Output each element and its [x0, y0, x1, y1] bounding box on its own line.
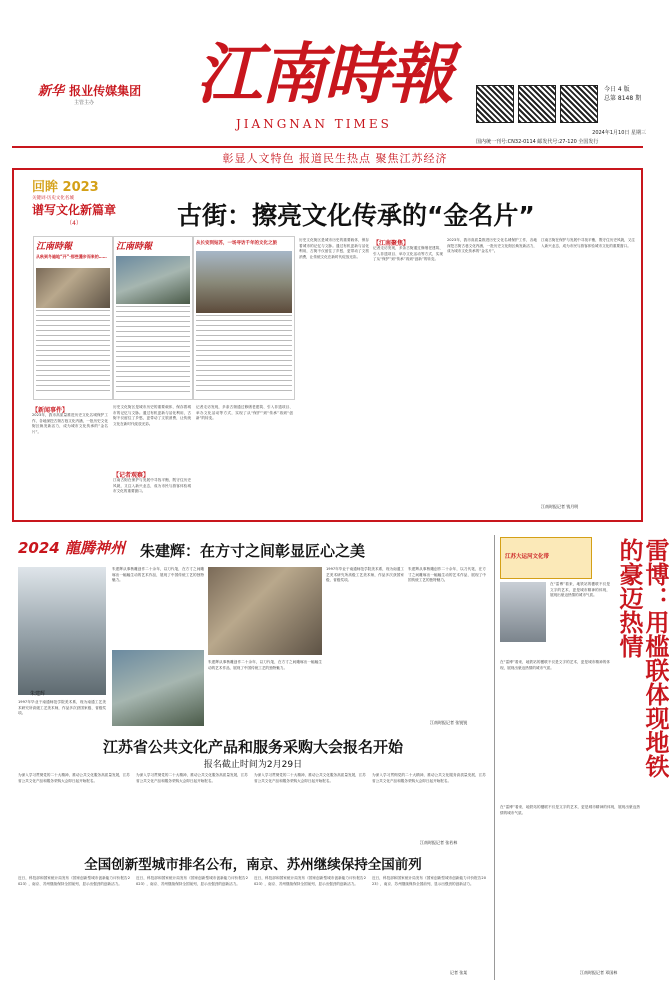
section-note: 【记者观察】	[113, 472, 150, 479]
newspaper-thumbnail	[113, 236, 193, 400]
procurement-para: 为深入学习贯彻党的二十大精神，推动公共文化服务高质量发展，江苏省公共文化产品和服务采购大会即日起开始报名。	[372, 773, 486, 783]
thumb-title: 江南時報	[116, 242, 153, 252]
slogan: 彰显人文特色 报道民生热点 聚焦江苏经济	[222, 152, 448, 165]
thunder-byline: 江南时报记者 邓国林	[580, 970, 618, 975]
zhu-artwork-photo	[112, 650, 204, 726]
zhu-artwork-photo	[208, 567, 322, 655]
procurement-para: 为深入学习贯彻党的二十大精神，推动公共文化服务高质量发展，江苏省公共文化产品和服务采购大会即日起开始报名。	[136, 773, 248, 783]
zhu-caption-name: 朱建辉	[30, 691, 46, 697]
zhu-para: 1997年毕业于南通师范学院美术系，现为南通工艺美术研究所高级工艺美术师，作品多次获国家级、省级奖项。	[326, 567, 404, 583]
group-logo	[38, 80, 141, 106]
ranking-para: 近日，科技部和国家统计局发布《国家创新型城市创新能力评价报告2023》，南京、苏州继续保持全国前列，显示出强劲的创新活力。	[254, 876, 366, 886]
newspaper-title-en: JIANGNAN TIMES	[236, 117, 392, 131]
masthead-rule	[12, 146, 643, 148]
ranking-para: 近日，科技部和国家统计局发布《国家创新型城市创新能力评价报告2023》，南京、苏州继续保持全国前列，显示出强劲的创新活力。	[18, 876, 130, 886]
feature-column: 记者走访发现，多条古街通过修缮老建筑、引入非遗项目、举办文化活动等方式，实现了从“保护”到“传承”再到“创新”的转变。	[373, 246, 443, 262]
thunder-label: 江苏大运河文化带	[505, 554, 550, 560]
feature-column: 历史文化街区是城市历史的重要载体，保存着城市的记忆与文脉。通过有机更新与活化利用，古街不仅留住了乡愁，更带动了文旅消费，让传统文化在新时代绽放光彩。	[299, 238, 369, 259]
ranking-byline: 记者 张某	[450, 970, 468, 975]
thumb-photo	[36, 268, 110, 308]
newspaper-title: 江南時報	[196, 35, 452, 113]
ranking-para: 近日，科技部和国家统计局发布《国家创新型城市创新能力评价报告2023》，南京、苏州继续保持全国前列，显示出强劲的创新活力。	[372, 876, 486, 886]
publication-info	[476, 85, 646, 145]
issue-number: 总第 8148 期	[604, 95, 642, 102]
group-name: 报业传媒集团	[69, 84, 142, 98]
group-sub: 主管主办	[74, 100, 95, 106]
column-divider	[494, 535, 495, 980]
feature-para: 江南古街在保护与发展中寻找平衡，既守住历史风貌，又注入新兴业态，成为市民与游客体验城市文化的重要窗口。	[113, 478, 191, 494]
feature-byline: 江南时报记者 钱月明	[541, 504, 579, 509]
thunder-photo	[500, 582, 546, 642]
feature-column: 江南古街在保护与发展中寻找平衡，既守住历史风貌，又注入新兴业态，成为市民与游客体验城市文化的重要窗口。	[541, 238, 635, 248]
thumb-headline: 从秋到冬遍地“开”·那些漫步而来的……	[36, 254, 107, 259]
procurement-para: 为深入学习贯彻党的二十大精神，推动公共文化服务高质量发展，江苏省公共文化产品和服务采购大会即日起开始报名。	[254, 773, 366, 783]
issue-date: 2024年1月10日 星期三	[592, 130, 646, 136]
procurement-headline: 江苏省公共文化产品和服务采购大会报名开始	[102, 738, 403, 756]
thunder-para: 在“雷博”看来，地铁站的楹联不仅是文字的艺术，更是城市精神的体现，展现出豪迈热情的城市气质。	[500, 805, 640, 815]
section-focus: 【江南聚焦】	[373, 240, 410, 247]
ranking-headline: 全国创新型城市排名公布，南京、苏州继续保持全国前列	[84, 857, 422, 873]
qr-code-icon	[518, 85, 556, 123]
feature-column: 2023年，我市高质量推进历史文化名城保护工作，各地深挖古街古巷文化内涵，一批历史文化街区焕发新活力，成为城市文化传承的“金名片”。	[447, 238, 537, 254]
thunder-label-box	[500, 537, 592, 579]
newspaper-thumbnail	[193, 236, 295, 400]
thumb-text	[36, 310, 110, 394]
feature-para: 记者走访发现，多条古街通过修缮老建筑、引入非遗项目、举办文化活动等方式，实现了从“保护”到“传承”再到“创新”的转变。	[196, 405, 293, 421]
series-label: 回眸 2023	[32, 180, 99, 195]
series-title: 谱写文化新篇章	[32, 203, 117, 217]
thunder-para: 在“雷博”看来，地铁站的楹联不仅是文字的艺术，更是城市精神的体现，展现出豪迈热情的城市气质。	[550, 582, 610, 598]
zhu-byline: 江南时报记者 张锐锐	[430, 720, 468, 725]
zhu-para: 朱建辉从事核雕创作二十余年，以刀代笔，在方寸之间雕琢出一幅幅生动的艺术作品，展现了中国传统工艺的独特魅力。	[408, 567, 486, 583]
post-code: 邮发代号:27-120 全国发行	[537, 139, 599, 145]
thumb-text	[116, 306, 190, 394]
feature-para: 2023年，我市高质量推进历史文化名城保护工作，各地深挖古街古巷文化内涵，一批历史文化街区焕发新活力，成为城市文化传承的“金名片”。	[32, 413, 108, 434]
procurement-subhead: 报名截止时间为2月29日	[203, 760, 303, 770]
zhu-photo	[18, 567, 106, 695]
thunder-para: 在“雷博”看来，地铁站的楹联不仅是文字的艺术，更是城市精神的体现，展现出豪迈热情的城市气质。	[500, 660, 610, 670]
thumb2-headline: 从长安到姑苏，一场寻访千年的文化之旅	[196, 241, 277, 246]
series-sub: 关键词·历史文化名城	[32, 196, 74, 201]
feature-para: 历史文化街区是城市历史的重要载体，保存着城市的记忆与文脉。通过有机更新与活化利用，古街不仅留住了乡愁，更带动了文旅消费，让传统文化在新时代绽放光彩。	[113, 405, 191, 426]
group-brand: 新华	[38, 84, 65, 99]
ranking-para: 近日，科技部和国家统计局发布《国家创新型城市创新能力评价报告2023》，南京、苏州继续保持全国前列，显示出强劲的创新活力。	[136, 876, 248, 886]
procurement-byline: 江南时报记者 张若林	[420, 840, 458, 845]
feature-headline: 古街：擦亮文化传承的“金名片”	[177, 201, 535, 230]
series-badge	[32, 176, 116, 227]
thumb-title: 江南時報	[36, 242, 73, 252]
qr-code-icon	[560, 85, 598, 123]
qr-code-icon	[476, 85, 514, 123]
section-news: 【新闻事件】	[32, 407, 69, 414]
zhu-series: 2024 龍腾神州	[18, 539, 125, 557]
thumb-text	[196, 315, 292, 393]
procurement-para: 为深入学习贯彻党的二十大精神，推动公共文化服务高质量发展，江苏省公共文化产品和服务采购大会即日起开始报名。	[18, 773, 130, 783]
newspaper-thumbnail	[33, 236, 113, 400]
zhu-para: 朱建辉从事核雕创作二十余年，以刀代笔，在方寸之间雕琢出一幅幅生动的艺术作品，展现了中国传统工艺的独特魅力。	[208, 660, 322, 670]
page-count: 今日 4 版	[604, 86, 630, 93]
thumb-photo	[196, 251, 292, 313]
thumb-photo	[116, 256, 190, 304]
series-index: （4）	[66, 220, 82, 227]
zhu-headline: 朱建辉：在方寸之间彰显匠心之美	[140, 542, 366, 560]
cn-code: 国内统一刊号:CN32-0114	[476, 139, 536, 145]
zhu-para: 朱建辉从事核雕创作二十余年，以刀代笔，在方寸之间雕琢出一幅幅生动的艺术作品，展现了中国传统工艺的独特魅力。	[112, 567, 204, 583]
thunder-headline: 雷博：用槛联体现地铁的豪迈热情	[615, 538, 669, 778]
zhu-caption: 1997年毕业于南通师范学院美术系，现为南通工艺美术研究所高级工艺美术师，作品多次获国家级、省级奖项。	[18, 700, 106, 716]
